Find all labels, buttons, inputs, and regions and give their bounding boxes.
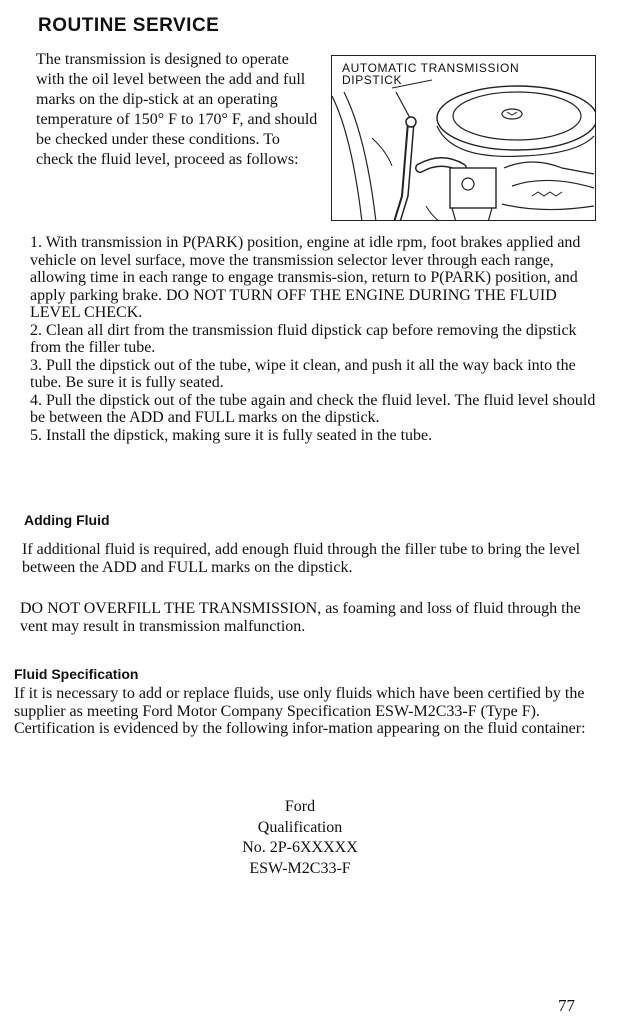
procedure-steps	[30, 234, 596, 444]
step-3: 3. Pull the dipstick out of the tube, wipe it clean, and push it all the way back into the tube. Be sure it is fully seated.	[30, 356, 576, 391]
step-5: 5. Install the dipstick, making sure it is fully seated in the tube.	[30, 426, 433, 444]
figure-caption	[342, 62, 519, 86]
fluid-specification-paragraph: If it is necessary to add or replace fluids, use only fluids which have been certified by the supplier as meeting Ford Motor Company Specification ESW-M2C33-F (Type F). Certification is evidenced by the following infor-mation appearing on the fluid container:	[14, 685, 586, 737]
certification-line: Qualification	[257, 818, 343, 836]
intro-paragraph: The transmission is designed to operate with the oil level between the add and full marks on the dip-stick at an operating temperature of 150° F to 170° F, and should be checked under these conditions. To check the fluid level, proceed as follows:	[36, 51, 318, 168]
dipstick-illustration	[331, 55, 596, 221]
adding-fluid-paragraph: If additional fluid is required, add enough fluid through the filler tube to bring the level between the ADD and FULL marks on the dipstick.	[22, 541, 581, 576]
fluid-specification-heading: Fluid Specification	[14, 666, 139, 682]
section-title: ROUTINE SERVICE	[38, 15, 220, 36]
page-number: 77	[558, 996, 575, 1015]
step-1: 1. With transmission in P(PARK) position, engine at idle rpm, foot brakes applied and vehicle on level surface, move the transmission selector lever through each range, allowing time in each range to engage transmis-sion, return to P(PARK) position, and apply parking brake. DO NOT TURN OFF THE ENGINE DURING THE FLUID LEVEL CHECK.	[30, 234, 581, 321]
overfill-warning: DO NOT OVERFILL THE TRANSMISSION, as foaming and loss of fluid through the vent may result in transmission malfunction.	[20, 600, 581, 635]
certification-line: ESW-M2C33-F	[249, 859, 351, 877]
certification-line: No. 2P-6XXXXX	[242, 839, 358, 856]
adding-fluid-heading: Adding Fluid	[24, 512, 110, 528]
certification-block	[200, 797, 400, 879]
figure-caption-line1: AUTOMATIC TRANSMISSION	[342, 61, 520, 75]
certification-line: Ford	[284, 798, 316, 815]
step-4: 4. Pull the dipstick out of the tube again and check the fluid level. The fluid level should be between the ADD and FULL marks on the dipstick.	[30, 391, 596, 426]
step-2: 2. Clean all dirt from the transmission fluid dipstick cap before removing the dipstick from the filler tube.	[30, 321, 577, 356]
figure-caption-line2: DIPSTICK	[342, 73, 403, 87]
